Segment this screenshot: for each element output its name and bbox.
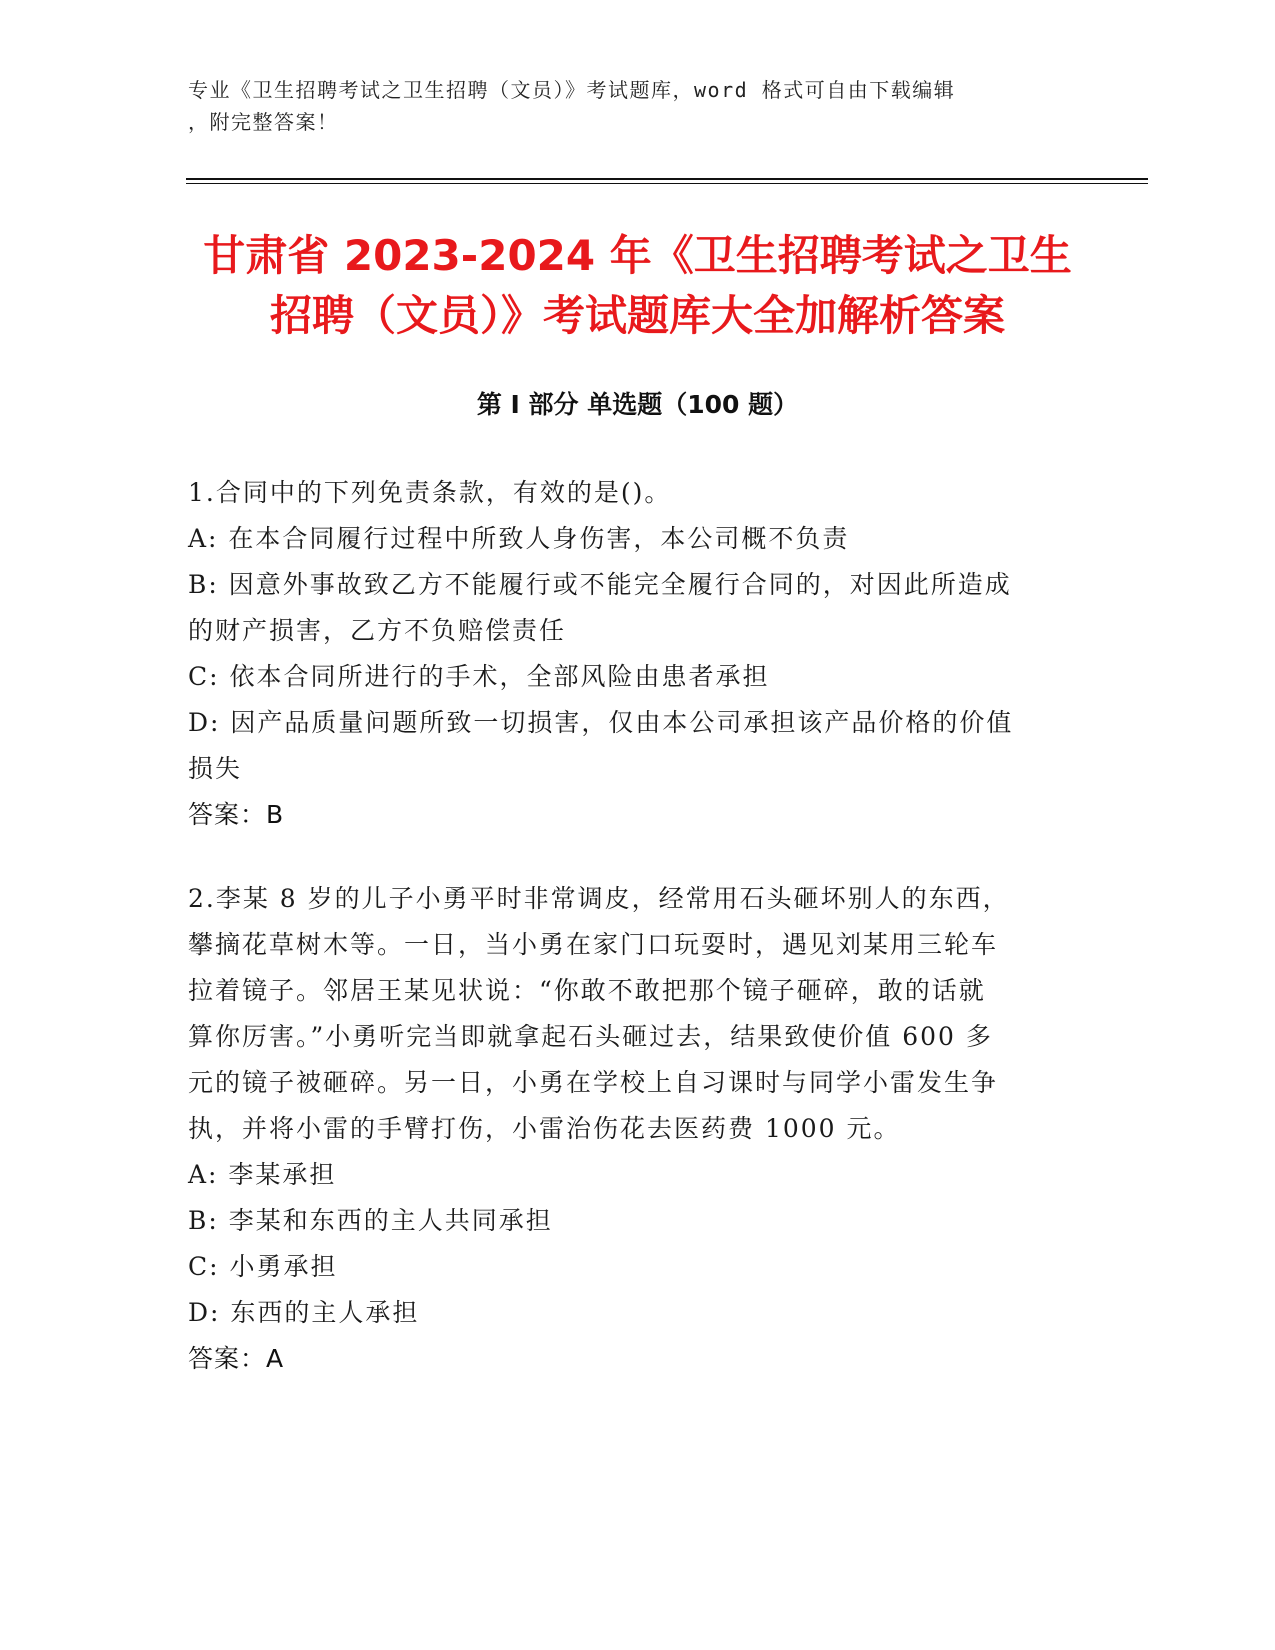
- question-stem: 攀摘花草树木等。一日，当小勇在家门口玩耍时，遇见刘某用三轮车: [188, 930, 999, 959]
- question-stem: 执，并将小雷的手臂打伤，小雷治伤花去医药费 1000 元。: [188, 1114, 901, 1143]
- document-title: [150, 226, 1125, 346]
- question-stem: 2.李某 8 岁的儿子小勇平时非常调皮，经常用石头砸坏别人的东西，: [188, 884, 1010, 913]
- option-b-continued: 的财产损害，乙方不负赔偿责任: [188, 616, 567, 645]
- option-b: B: 李某和东西的主人共同承担: [188, 1206, 553, 1235]
- question-2: [188, 876, 1068, 1382]
- answer-label: 答案：A: [188, 1344, 285, 1373]
- section-heading: 第 I 部分 单选题（100 题）: [476, 390, 799, 419]
- option-d: D: 因产品质量问题所致一切损害，仅由本公司承担该产品价格的价值: [188, 708, 1014, 737]
- question-stem: 元的镜子被砸碎。另一日，小勇在学校上自习课时与同学小雷发生争: [188, 1068, 999, 1097]
- header-note: [188, 74, 1068, 138]
- option-d-continued: 损失: [188, 754, 243, 783]
- option-c: C: 小勇承担: [188, 1252, 338, 1281]
- header-note-line: ，附完整答案！: [188, 110, 339, 134]
- question-stem: 拉着镜子。邻居王某见状说：“你敢不敢把那个镜子砸碎，敢的话就: [188, 976, 986, 1005]
- option-a: A: 李某承担: [188, 1160, 337, 1189]
- option-a: A: 在本合同履行过程中所致人身伤害，本公司概不负责: [188, 524, 850, 553]
- header-divider-thin: [186, 183, 1148, 184]
- header-note-line: 专业《卫生招聘考试之卫生招聘（文员）》考试题库，word 格式可自由下载编辑: [188, 78, 956, 102]
- question-stem: 1.合同中的下列免责条款，有效的是()。: [188, 478, 672, 507]
- header-divider: [186, 178, 1148, 180]
- answer-label: 答案：B: [188, 800, 285, 829]
- option-c: C: 依本合同所进行的手术，全部风险由患者承担: [188, 662, 770, 691]
- option-b: B: 因意外事故致乙方不能履行或不能完全履行合同的，对因此所造成: [188, 570, 1012, 599]
- document-title-line: 甘肃省 2023-2024 年《卫生招聘考试之卫生: [203, 231, 1072, 280]
- option-d: D: 东西的主人承担: [188, 1298, 420, 1327]
- question-1: [188, 470, 1068, 838]
- question-stem: 算你厉害。”小勇听完当即就拿起石头砸过去，结果致使价值 600 多: [188, 1022, 993, 1051]
- document-title-line: 招聘（文员）》考试题库大全加解析答案: [269, 291, 1005, 340]
